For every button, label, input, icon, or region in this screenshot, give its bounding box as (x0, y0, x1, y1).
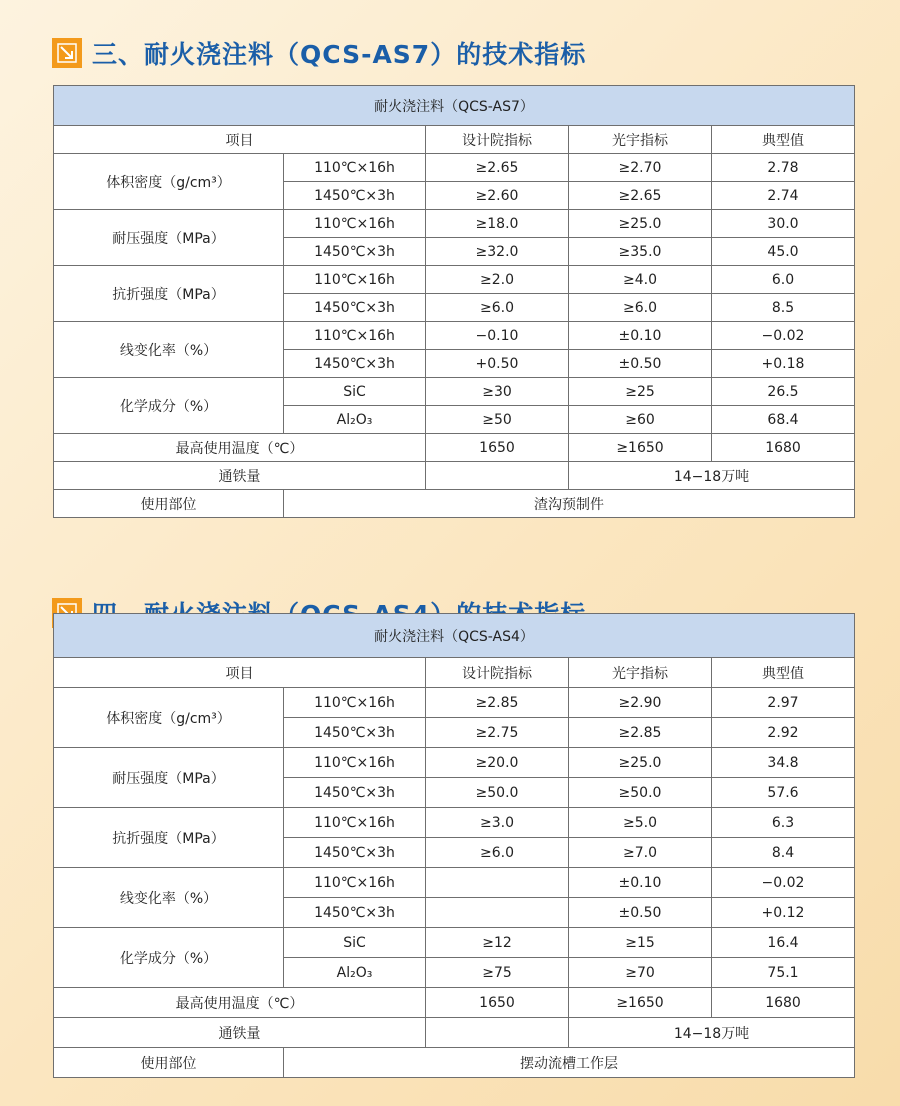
group-label: 体积密度（g/cm³） (54, 688, 284, 748)
group-label: 体积密度（g/cm³） (54, 154, 284, 210)
table-row-usage (54, 490, 855, 518)
typical-cell: 2.97 (712, 688, 855, 718)
condition-cell: 1450℃×3h (284, 838, 426, 868)
typical-cell: +0.12 (712, 898, 855, 928)
guangyu-cell: ≥6.0 (569, 294, 712, 322)
typical-cell: 16.4 (712, 928, 855, 958)
table-row-iron (54, 462, 855, 490)
condition-cell: 110℃×16h (284, 210, 426, 238)
condition-cell: 1450℃×3h (284, 238, 426, 266)
group-label: 线变化率（%） (54, 868, 284, 928)
guangyu-cell: ≥25.0 (569, 210, 712, 238)
usage-value: 摆动流槽工作层 (284, 1048, 855, 1078)
typical-cell: −0.02 (712, 868, 855, 898)
table-row (54, 808, 855, 838)
design-cell: +0.50 (426, 350, 569, 378)
design-cell: ≥2.85 (426, 688, 569, 718)
table-row (54, 748, 855, 778)
typical-cell: 8.4 (712, 838, 855, 868)
design-cell: ≥18.0 (426, 210, 569, 238)
max-temp-label: 最高使用温度（℃） (54, 434, 426, 462)
typical-cell: 2.78 (712, 154, 855, 182)
group-label: 耐压强度（MPa） (54, 210, 284, 266)
table-row-iron (54, 1018, 855, 1048)
typical-cell: 45.0 (712, 238, 855, 266)
condition-cell: 110℃×16h (284, 748, 426, 778)
iron-empty-cell (426, 1018, 569, 1048)
condition-cell: 110℃×16h (284, 266, 426, 294)
typical-cell: 2.74 (712, 182, 855, 210)
condition-cell: SiC (284, 928, 426, 958)
table-row (54, 154, 855, 182)
table-row (54, 868, 855, 898)
iron-value: 14−18万吨 (569, 462, 855, 490)
guangyu-cell: ≥35.0 (569, 238, 712, 266)
design-cell: ≥2.75 (426, 718, 569, 748)
guangyu-cell: ≥5.0 (569, 808, 712, 838)
design-cell: ≥2.65 (426, 154, 569, 182)
condition-cell: 110℃×16h (284, 322, 426, 350)
table-row (54, 322, 855, 350)
design-cell: ≥50.0 (426, 778, 569, 808)
design-cell: ≥75 (426, 958, 569, 988)
design-cell: ≥20.0 (426, 748, 569, 778)
design-cell: ≥6.0 (426, 294, 569, 322)
typical-cell: −0.02 (712, 322, 855, 350)
condition-cell: Al₂O₃ (284, 958, 426, 988)
iron-empty-cell (426, 462, 569, 490)
condition-cell: 1450℃×3h (284, 718, 426, 748)
typical-cell: 6.0 (712, 266, 855, 294)
header-item: 项目 (54, 126, 426, 154)
typical-cell: 34.8 (712, 748, 855, 778)
design-cell: 1650 (426, 988, 569, 1018)
guangyu-cell: ±0.10 (569, 322, 712, 350)
guangyu-cell: ≥1650 (569, 434, 712, 462)
table-row-usage (54, 1048, 855, 1078)
guangyu-cell: ≥25 (569, 378, 712, 406)
condition-cell: 110℃×16h (284, 868, 426, 898)
header-item: 项目 (54, 658, 426, 688)
condition-cell: 110℃×16h (284, 688, 426, 718)
guangyu-cell: ≥2.85 (569, 718, 712, 748)
table-row-max-temp (54, 434, 855, 462)
typical-cell: 8.5 (712, 294, 855, 322)
design-cell: ≥12 (426, 928, 569, 958)
typical-cell: 68.4 (712, 406, 855, 434)
design-cell: ≥2.60 (426, 182, 569, 210)
usage-value: 渣沟预制件 (284, 490, 855, 518)
design-cell (426, 898, 569, 928)
section-heading (52, 36, 586, 70)
table-row (54, 378, 855, 406)
typical-cell: 75.1 (712, 958, 855, 988)
design-cell (426, 868, 569, 898)
condition-cell: 1450℃×3h (284, 778, 426, 808)
spec-table (53, 613, 855, 1078)
group-label: 抗折强度（MPa） (54, 808, 284, 868)
typical-cell: 6.3 (712, 808, 855, 838)
condition-cell: 1450℃×3h (284, 350, 426, 378)
table-row (54, 210, 855, 238)
condition-cell: SiC (284, 378, 426, 406)
guangyu-cell: ±0.50 (569, 898, 712, 928)
guangyu-cell: ≥15 (569, 928, 712, 958)
guangyu-cell: ≥1650 (569, 988, 712, 1018)
max-temp-label: 最高使用温度（℃） (54, 988, 426, 1018)
condition-cell: 1450℃×3h (284, 898, 426, 928)
group-label: 耐压强度（MPa） (54, 748, 284, 808)
condition-cell: Al₂O₃ (284, 406, 426, 434)
guangyu-cell: ≥2.90 (569, 688, 712, 718)
header-design: 设计院指标 (426, 658, 569, 688)
header-typical: 典型值 (712, 658, 855, 688)
usage-label: 使用部位 (54, 1048, 284, 1078)
guangyu-cell: ≥70 (569, 958, 712, 988)
spec-table (53, 85, 855, 518)
guangyu-cell: ≥50.0 (569, 778, 712, 808)
iron-label: 通铁量 (54, 1018, 426, 1048)
header-guangyu: 光宇指标 (569, 126, 712, 154)
table-caption: 耐火浇注料（QCS-AS4） (54, 614, 855, 658)
section-title: 三、耐火浇注料（QCS-AS7）的技术指标 (92, 40, 587, 69)
typical-cell: 2.92 (712, 718, 855, 748)
design-cell: ≥2.0 (426, 266, 569, 294)
typical-cell: 30.0 (712, 210, 855, 238)
condition-cell: 1450℃×3h (284, 182, 426, 210)
typical-cell: 57.6 (712, 778, 855, 808)
typical-cell: +0.18 (712, 350, 855, 378)
guangyu-cell: ≥4.0 (569, 266, 712, 294)
design-cell: ≥3.0 (426, 808, 569, 838)
design-cell: ≥30 (426, 378, 569, 406)
guangyu-cell: ≥60 (569, 406, 712, 434)
arrow-down-right-icon (52, 38, 82, 68)
guangyu-cell: ±0.10 (569, 868, 712, 898)
guangyu-cell: ±0.50 (569, 350, 712, 378)
condition-cell: 1450℃×3h (284, 294, 426, 322)
guangyu-cell: ≥2.70 (569, 154, 712, 182)
group-label: 化学成分（%） (54, 928, 284, 988)
design-cell: 1650 (426, 434, 569, 462)
guangyu-cell: ≥7.0 (569, 838, 712, 868)
header-typical: 典型值 (712, 126, 855, 154)
typical-cell: 1680 (712, 434, 855, 462)
header-guangyu: 光宇指标 (569, 658, 712, 688)
design-cell: −0.10 (426, 322, 569, 350)
condition-cell: 110℃×16h (284, 808, 426, 838)
group-label: 线变化率（%） (54, 322, 284, 378)
group-label: 化学成分（%） (54, 378, 284, 434)
condition-cell: 110℃×16h (284, 154, 426, 182)
design-cell: ≥50 (426, 406, 569, 434)
table-row-max-temp (54, 988, 855, 1018)
usage-label: 使用部位 (54, 490, 284, 518)
guangyu-cell: ≥25.0 (569, 748, 712, 778)
group-label: 抗折强度（MPa） (54, 266, 284, 322)
table-row (54, 928, 855, 958)
design-cell: ≥32.0 (426, 238, 569, 266)
header-design: 设计院指标 (426, 126, 569, 154)
table-row (54, 688, 855, 718)
typical-cell: 1680 (712, 988, 855, 1018)
guangyu-cell: ≥2.65 (569, 182, 712, 210)
table-row (54, 266, 855, 294)
design-cell: ≥6.0 (426, 838, 569, 868)
typical-cell: 26.5 (712, 378, 855, 406)
iron-label: 通铁量 (54, 462, 426, 490)
table-caption: 耐火浇注料（QCS-AS7） (54, 86, 855, 126)
iron-value: 14−18万吨 (569, 1018, 855, 1048)
